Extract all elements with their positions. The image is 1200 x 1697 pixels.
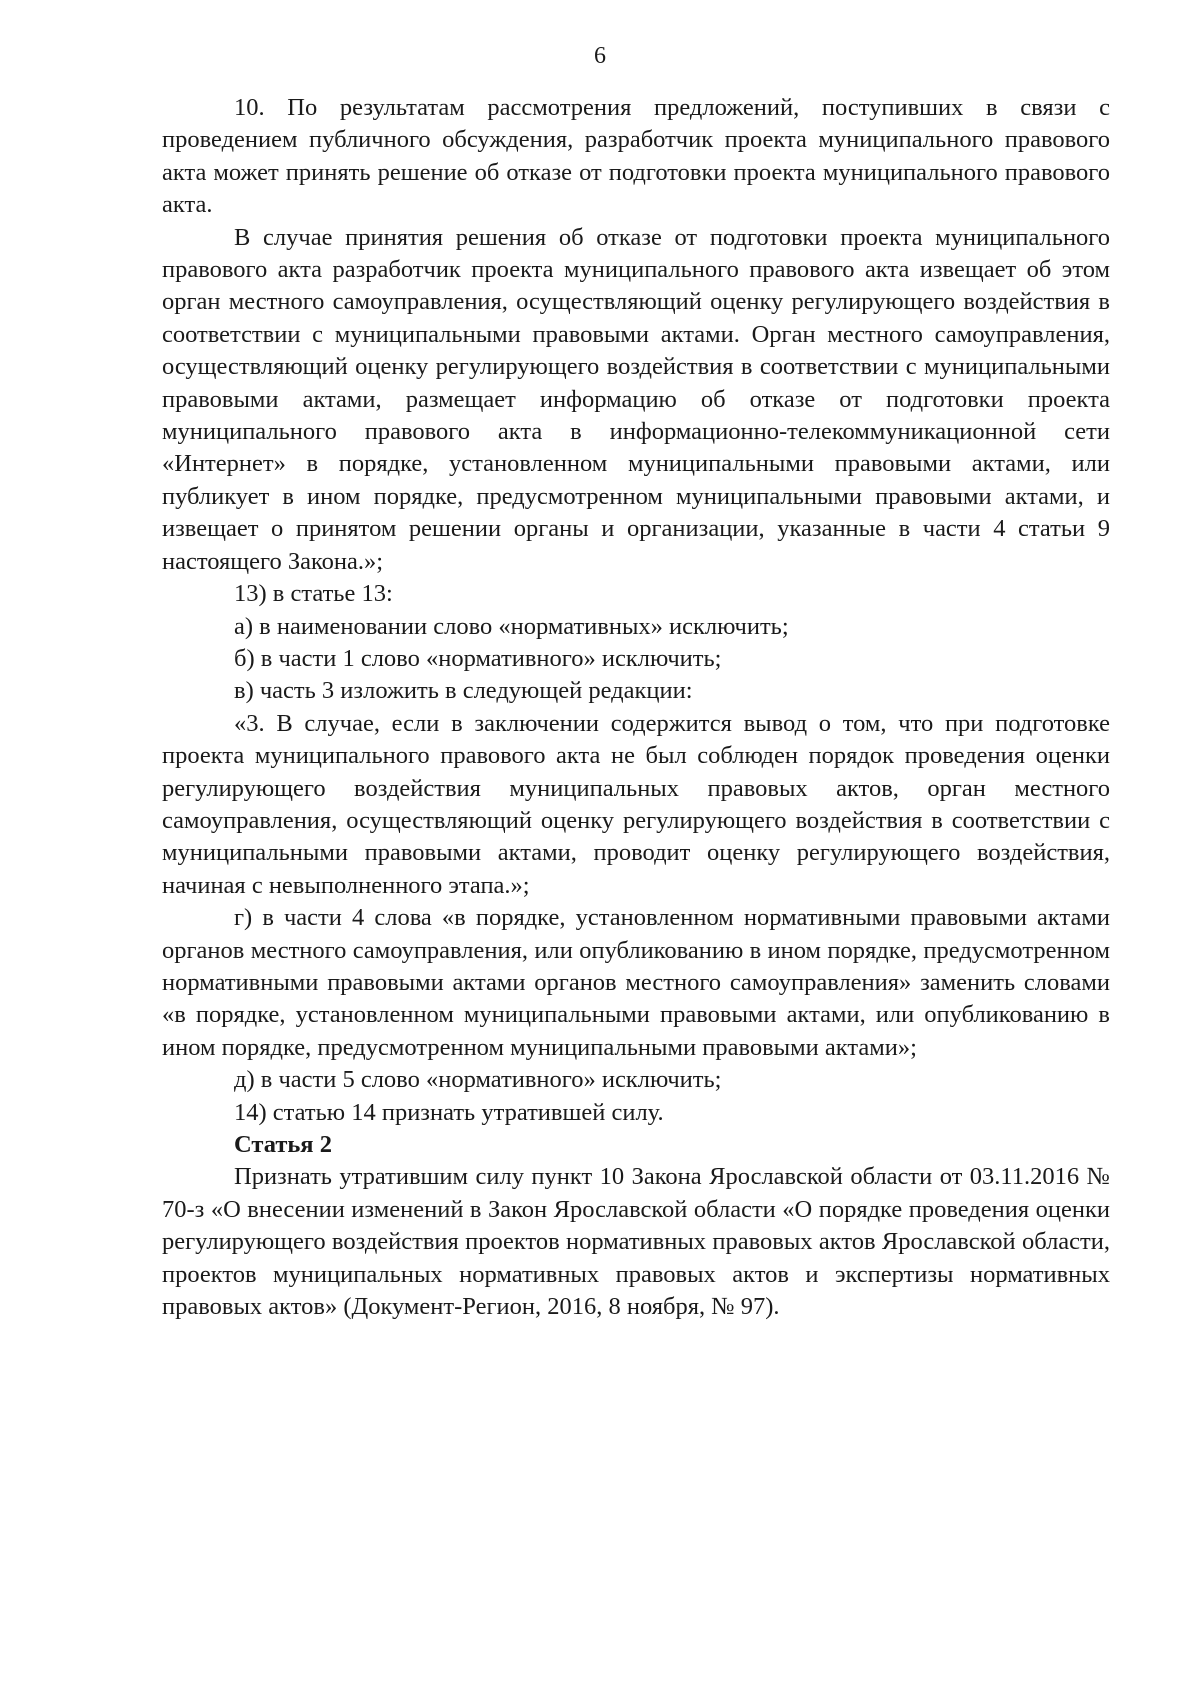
paragraph-amendment-13b: б) в части 1 слово «нормативного» исключить; [234, 644, 722, 672]
paragraph-refusal-notice: В случае принятия решения об отказе от подготовки проекта муниципального правового акта разработчик проекта муниципального правового акта извещает об этом орган местного самоуправления, осуществляющий оценку регулирующего воздействия в соответствии с муниципальными правовыми актами. Орган местного самоуправления, осуществляющий оценку регулирующего воздействия в соответствии с муниципальными правовыми актами, размещает информацию об отказе от подготовки проекта муниципального правового акта в информационно-телекоммуникационной сети «Интернет» в порядке, установленном муниципальными правовыми актами, или публикует в ином порядке, предусмотренном муниципальными правовыми актами, и извещает о принятом решении органы и организации, указанные в части 4 статьи 9 настоящего Закона.»; [162, 223, 1110, 575]
paragraph-amendment-13v: в) часть 3 изложить в следующей редакции: [234, 677, 693, 705]
paragraph-item-10: 10. По результатам рассмотрения предложений, поступивших в связи с проведением публичного обсуждения, разработчик проекта муниципального правового акта может принять решение об отказе от подготовки проекта муниципального правового акта. [162, 94, 1110, 219]
paragraph-amendment-13a: а) в наименовании слово «нормативных» исключить; [234, 612, 789, 640]
paragraph-amendment-14: 14) статью 14 признать утратившей силу. [234, 1098, 664, 1126]
article-heading: Статья 2 [234, 1131, 332, 1158]
paragraph-amendment-13: 13) в статье 13: [234, 580, 393, 608]
paragraph-amendment-13d: д) в части 5 слово «нормативного» исключить; [234, 1066, 722, 1094]
document-body [162, 92, 1110, 1323]
paragraph-part-3-text: «3. В случае, если в заключении содержится вывод о том, что при подготовке проекта муниципального правового акта не был соблюден порядок проведения оценки регулирующего воздействия муниципальных правовых актов, орган местного самоуправления, осуществляющий оценку регулирующего воздействия в соответствии с муниципальными правовыми актами, проводит оценку регулирующего воздействия, начиная с невыполненного этапа.»; [162, 709, 1110, 899]
article-2-text: Признать утратившим силу пункт 10 Закона Ярославской области от 03.11.2016 № 70-з «О внесении изменений в Закон Ярославской области «О порядке проведения оценки регулирующего воздействия проектов нормативных правовых актов Ярославской области, проектов муниципальных нормативных правовых актов и экспертизы нормативных правовых актов» (Документ-Регион, 2016, 8 ноября, № 97). [162, 1163, 1110, 1321]
page-number: 6 [594, 43, 606, 69]
paragraph-amendment-13g: г) в части 4 слова «в порядке, установленном нормативными правовыми актами органов местного самоуправления, или опубликованию в ином порядке, предусмотренном нормативными правовыми актами органов местного самоуправления» заменить словами «в порядке, установленном муниципальными правовыми актами, или опубликованию в ином порядке, предусмотренном муниципальными правовыми актами»; [162, 904, 1110, 1061]
